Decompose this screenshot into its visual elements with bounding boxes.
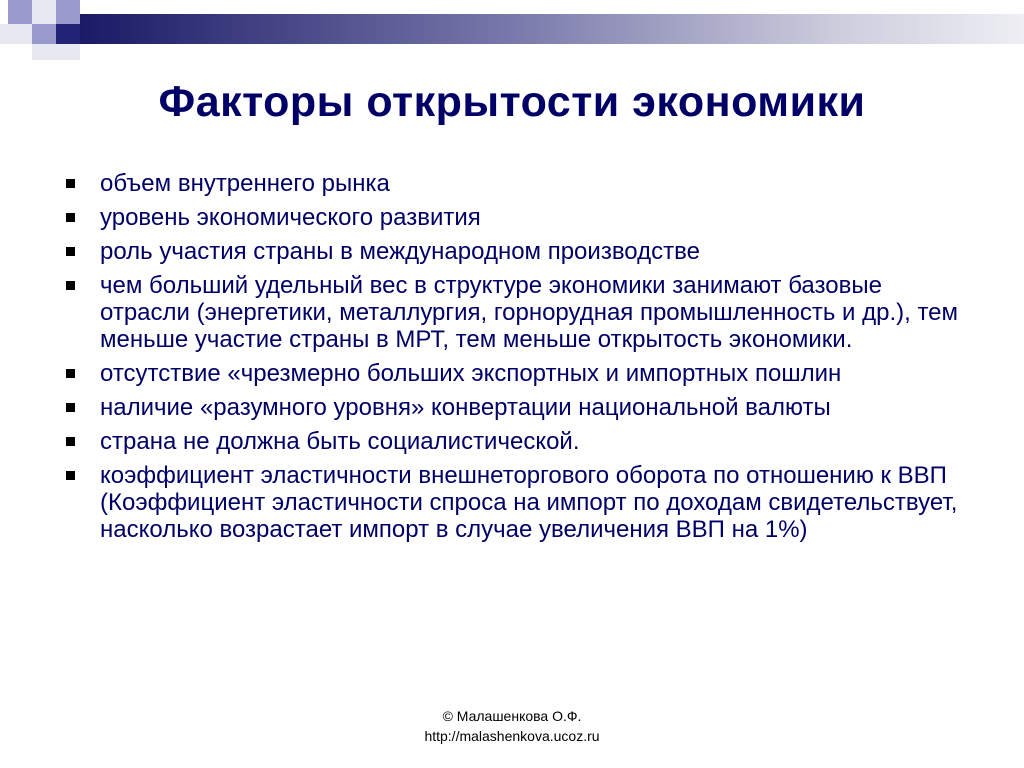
bullet-item (62, 394, 962, 421)
bullet-text: чем больший удельный вес в структуре экономики занимают базовые отрасли (энергетики, металлургия, горнорудная промышленность и др.), тем меньше участие страны в МРТ, тем меньше открытость экономики. (100, 272, 959, 353)
square-bullet-icon (66, 471, 75, 480)
square-bullet-icon (66, 437, 75, 446)
footer-author: © Малашенкова О.Ф. (442, 708, 582, 724)
square-bullet-icon (66, 247, 75, 256)
bullet-item (62, 170, 962, 197)
bullet-text: наличие «разумного уровня» конвертации национальной валюты (100, 394, 831, 421)
bullet-text: роль участия страны в международном производстве (100, 238, 700, 265)
bullet-text: коэффициент эластичности внешнеторгового оборота по отношению к ВВП (Коэффициент эластичности спроса на импорт по доходам свидетельствует, насколько возрастает импорт в случае увеличения ВВП на 1%) (100, 462, 958, 543)
square-bullet-icon (66, 403, 75, 412)
bullet-item (62, 462, 962, 543)
bullet-item (62, 204, 962, 231)
bullet-list (62, 170, 962, 550)
footer-url: http://malashenkova.ucoz.ru (424, 728, 600, 744)
bullet-item (62, 360, 962, 387)
square-bullet-icon (66, 179, 75, 188)
bullet-text: объем внутреннего рынка (100, 170, 390, 197)
header-decoration-graphic (0, 0, 1024, 60)
bullet-item (62, 428, 962, 455)
bullet-text: уровень экономического развития (100, 204, 481, 231)
footer (0, 706, 1024, 746)
bullet-item (62, 272, 962, 353)
bullet-text: страна не должна быть социалистической. (100, 428, 580, 455)
square-bullet-icon (66, 281, 75, 290)
header-decoration (0, 0, 1024, 60)
slide-title: Факторы открытости экономики (158, 78, 866, 126)
square-bullet-icon (66, 369, 75, 378)
bullet-text: отсутствие «чрезмерно больших экспортных и импортных пошлин (100, 360, 842, 387)
bullet-item (62, 238, 962, 265)
square-bullet-icon (66, 213, 75, 222)
